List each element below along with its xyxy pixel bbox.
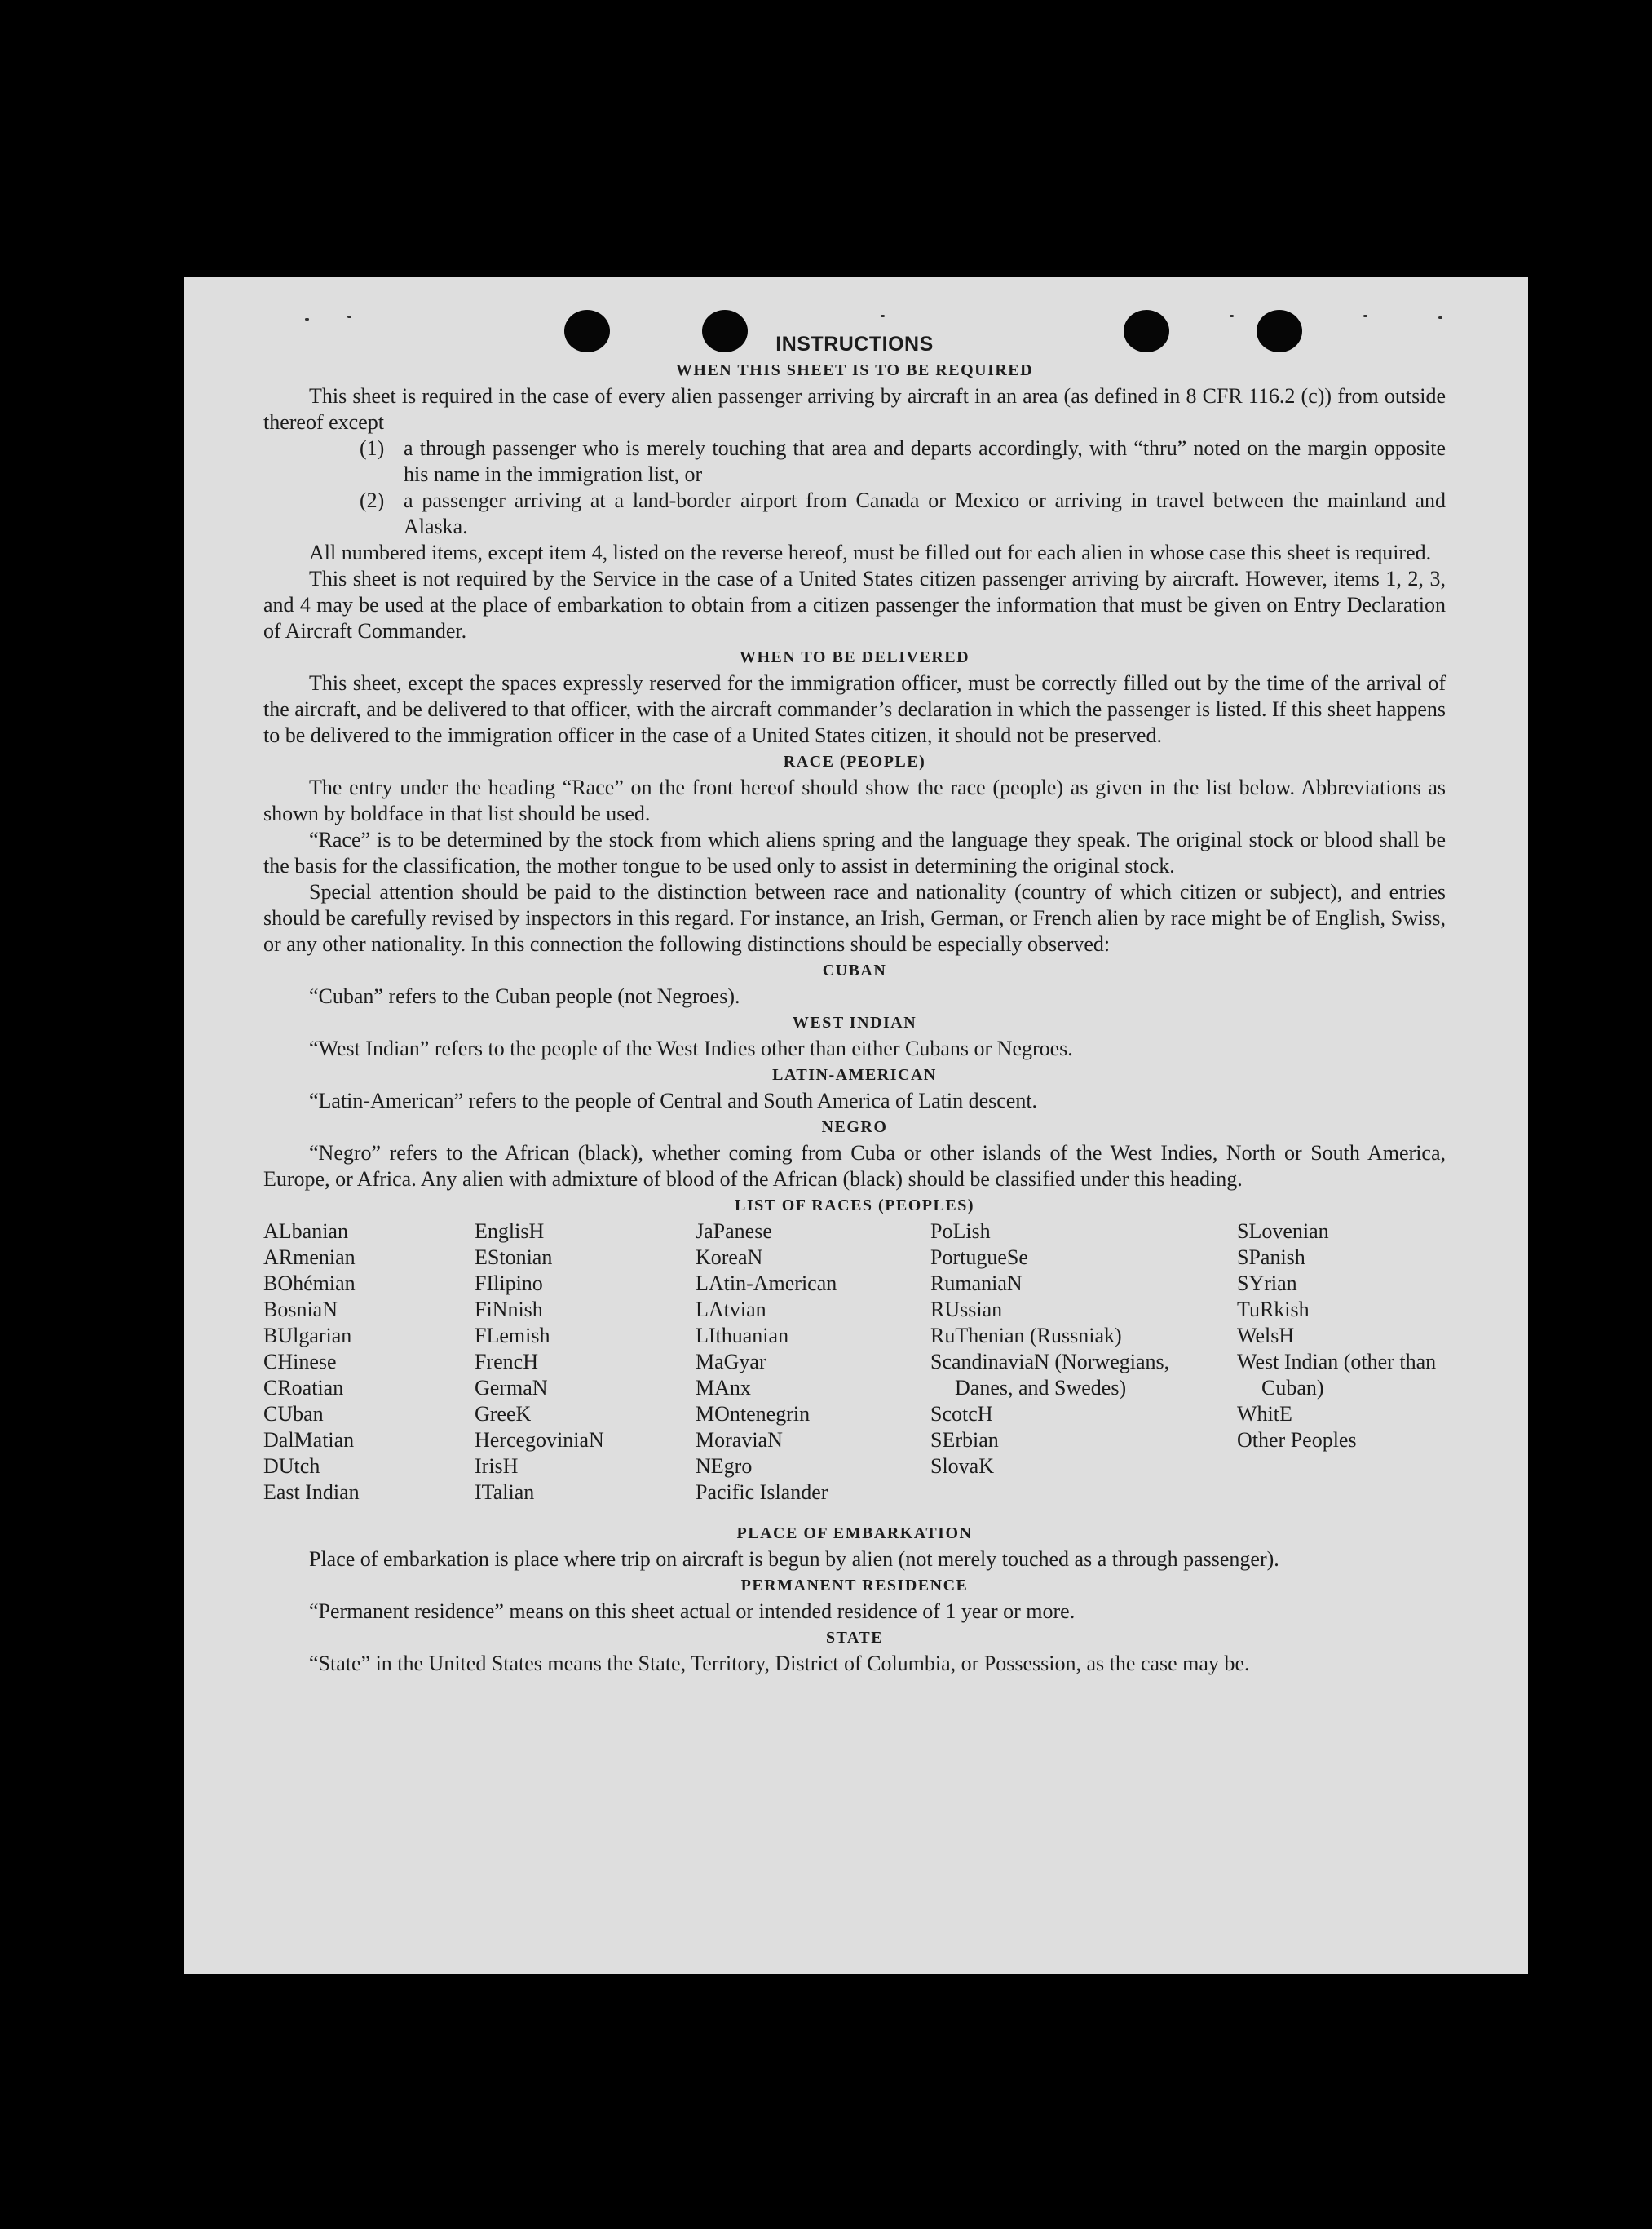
paragraph: “West Indian” refers to the people of the West Indies other than either Cubans or Negroes. [309,1037,1073,1060]
race-item: NEgro [696,1454,753,1478]
paragraph: This sheet is required in the case of every alien passenger arriving by aircraft in an area (as defined in 8 CFR 116.2 (c)) from outside thereof except [263,384,1446,434]
race-item: MOntenegrin [696,1402,811,1426]
section-heading: PERMANENT RESIDENCE [740,1577,969,1594]
speck [1363,315,1367,317]
paragraph: “State” in the United States means the State, Territory, District of Columbia, or Possession, as the case may be. [309,1652,1250,1675]
race-item: HercegoviniaN [475,1428,604,1452]
item-number: (2) [360,489,385,512]
race-item: SErbian [930,1428,999,1452]
race-column [696,1218,837,1506]
paragraph: Special attention should be paid to the distinction between race and nationality (country of which citizen or subject), and entries should be carefully revised by inspectors in this regard. For instance, an Irish, German, or French alien by race might be of English, Swiss, or any other nationality. In this connection the following distinctions should be especially observed: [263,880,1446,956]
race-item: LAtin-American [696,1272,837,1295]
race-item: ARmenian [263,1245,356,1269]
race-item: RUssian [930,1298,1003,1321]
item-number: (1) [360,436,385,460]
race-item: CRoatian [263,1376,344,1400]
race-item: MoraviaN [696,1428,783,1452]
race-item: RumaniaN [930,1272,1023,1295]
race-item: TuRkish [1237,1298,1310,1321]
paragraph: “Permanent residence” means on this sheet actual or intended residence of 1 year or more. [309,1599,1076,1623]
race-column [930,1218,1175,1479]
race-item: Pacific Islander [696,1480,828,1504]
paragraph: “Negro” refers to the African (black), whether coming from Cuba or other islands of the West Indies, North or South America, Europe, or Africa. Any alien with admixture of blood of the African (black) should be classified under this heading. [263,1141,1446,1191]
race-item: ScandinaviaN (Norwegians, Danes, and Swedes) [930,1350,1170,1400]
paragraph: All numbered items, except item 4, listed on the reverse hereof, must be filled out for each alien in whose case this sheet is required. [309,541,1432,564]
item-text: a passenger arriving at a land-border airport from Canada or Mexico or arriving in travel between the mainland and Alaska. [404,489,1446,538]
paragraph: “Cuban” refers to the Cuban people (not Negroes). [309,984,740,1008]
race-item: SlovaK [930,1454,994,1478]
section-heading: WEST INDIAN [792,1014,917,1032]
race-item: FiNnish [475,1298,543,1321]
race-item: East Indian [263,1480,360,1504]
race-item: BosniaN [263,1298,338,1321]
paragraph: Place of embarkation is place where trip on aircraft is begun by alien (not merely touched as a through passenger). [309,1547,1279,1571]
race-item: RuThenian (Russniak) [930,1324,1122,1347]
document-sheet [184,277,1528,1974]
race-item: EnglisH [475,1219,545,1243]
list-item [263,488,1446,540]
race-item: KoreaN [696,1245,763,1269]
race-item: FIlipino [475,1272,543,1295]
race-item: ALbanian [263,1219,348,1243]
race-item: WhitE [1237,1402,1292,1426]
speck [1438,316,1442,319]
race-item: MAnx [696,1376,751,1400]
race-item: IrisH [475,1454,519,1478]
race-item: PortugueSe [930,1245,1028,1269]
speck [347,316,351,318]
race-item: FLemish [475,1324,550,1347]
speck [1230,315,1234,317]
section-heading: WHEN THIS SHEET IS TO BE REQUIRED [675,361,1034,379]
paragraph: “Race” is to be determined by the stock from which aliens spring and the language they speak. The original stock or blood shall be the basis for the classification, the mother tongue to be used only to assist in determining the original stock. [263,828,1446,878]
race-item: ScotcH [930,1402,993,1426]
race-item: LIthuanian [696,1324,789,1347]
section-heading: STATE [825,1629,884,1647]
instructions-content [263,331,1446,1677]
speck [881,315,885,317]
race-column [1237,1218,1457,1453]
race-item: Other Peoples [1237,1428,1357,1452]
race-item: CUban [263,1402,324,1426]
race-item: GermaN [475,1376,548,1400]
speck [305,318,309,321]
section-heading: WHEN TO BE DELIVERED [739,648,970,666]
page-title: INSTRUCTIONS [775,333,934,356]
race-item: SLovenian [1237,1219,1329,1243]
section-heading: RACE (PEOPLE) [783,753,926,771]
section-heading: LATIN-AMERICAN [772,1066,937,1084]
paragraph: “Latin-American” refers to the people of Central and South America of Latin descent. [309,1089,1038,1112]
race-item: JaPanese [696,1219,772,1243]
item-text: a through passenger who is merely touching that area and departs accordingly, with “thru” noted on the margin opposite his name in the immigration list, or [404,436,1446,486]
race-item: SYrian [1237,1272,1297,1295]
race-item: DUtch [263,1454,320,1478]
race-item: DalMatian [263,1428,355,1452]
paragraph: This sheet, except the spaces expressly reserved for the immigration officer, must be correctly filled out by the time of the arrival of the aircraft, and be delivered to that officer, with the aircraft commander’s declaration in which the passenger is listed. If this sheet happens to be delivered to the immigration officer in the case of a United States citizen, it should not be preserved. [263,671,1446,747]
race-item: SPanish [1237,1245,1305,1269]
race-item: PoLish [930,1219,991,1243]
race-item: LAtvian [696,1298,766,1321]
race-item: BOhémian [263,1272,356,1295]
section-heading: PLACE OF EMBARKATION [736,1524,973,1542]
paragraph: The entry under the heading “Race” on the front hereof should show the race (people) as given in the list below. Abbreviations as shown by boldface in that list should be used. [263,776,1446,825]
race-item: FrencH [475,1350,538,1373]
race-item: EStonian [475,1245,553,1269]
race-item: CHinese [263,1350,337,1373]
paragraph: This sheet is not required by the Service in the case of a United States citizen passenger arriving by aircraft. However, items 1, 2, 3, and 4 may be used at the place of embarkation to obtain from a citizen passenger the information that must be given on Entry Declaration of Aircraft Commander. [263,567,1446,643]
race-list [263,1218,1446,1520]
race-column [475,1218,604,1506]
section-heading: CUBAN [822,962,887,980]
race-item: ITalian [475,1480,535,1504]
race-item: WelsH [1237,1324,1295,1347]
section-heading: NEGRO [821,1118,888,1136]
section-heading: LIST OF RACES (PEOPLES) [734,1196,974,1214]
race-column [263,1218,360,1506]
race-item: GreeK [475,1402,532,1426]
race-item: MaGyar [696,1350,766,1373]
list-item [263,436,1446,488]
race-item: BUlgarian [263,1324,352,1347]
race-item: West Indian (other than Cuban) [1237,1350,1437,1400]
